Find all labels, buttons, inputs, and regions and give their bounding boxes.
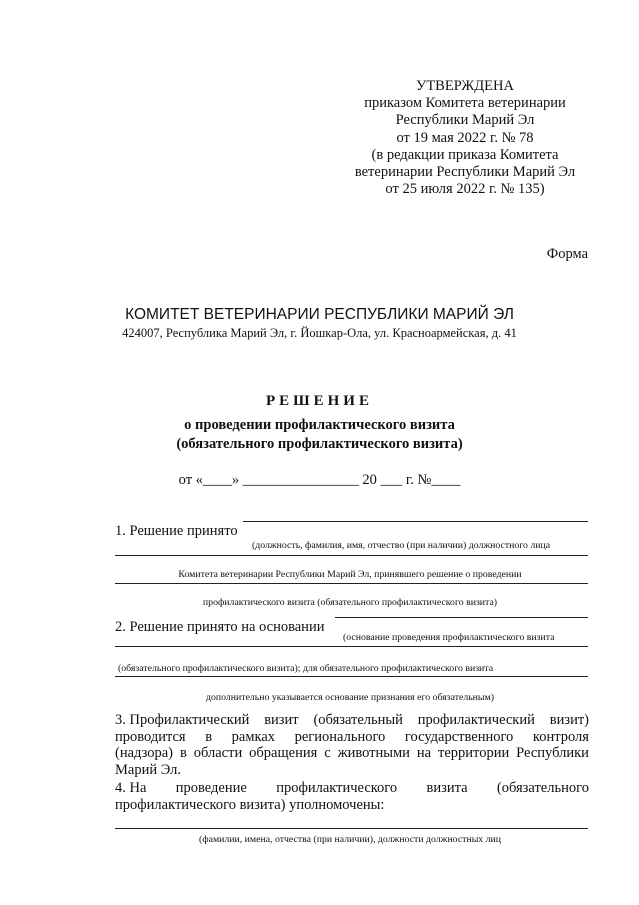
item1-fill-line-3: [115, 583, 588, 584]
document-title: РЕШЕНИЕ: [266, 393, 373, 409]
word: контроля: [532, 728, 589, 745]
committee-address: 424007, Республика Марий Эл, г. Йошкар-Ола, ул. Красноармейская, д. 41: [122, 326, 517, 340]
word: области: [193, 745, 243, 762]
word: регионального: [294, 728, 386, 745]
committee-name: КОМИТЕТ ВЕТЕРИНАРИИ РЕСПУБЛИКИ МАРИЙ ЭЛ: [125, 306, 514, 323]
approval-line-4: от 19 мая 2022 г. № 78: [396, 129, 534, 146]
item4-fill-line: [115, 828, 588, 829]
item1-caption-3: профилактического визита (обязательного профилактического визита): [202, 597, 498, 608]
word: (обязательного: [496, 780, 589, 796]
item4-line-2: профилактического визита) уполномочены:: [115, 796, 385, 813]
word: обращения: [249, 745, 318, 762]
item4-caption: (фамилии, имена, отчества (при наличии), должности должностных лиц: [198, 834, 502, 845]
approval-line-1: УТВЕРЖДЕНА: [416, 78, 514, 94]
form-label: Форма: [546, 246, 588, 262]
word: (обязательный: [313, 712, 403, 728]
word: визит): [549, 712, 589, 728]
word: в: [179, 745, 187, 762]
item1-fill-line-2: [115, 555, 588, 556]
item1-caption-1: (должность, фамилия, имя, отчество (при наличии) должностного лица: [252, 540, 551, 551]
item2-caption-3: дополнительно указывается основание признания его обязательным): [206, 692, 494, 703]
item2-fill-line-2: [115, 646, 588, 647]
item2-label: 2. Решение принято на основании: [115, 619, 325, 635]
item3-line-2: [115, 729, 589, 746]
word: на: [416, 745, 432, 762]
approval-line-5: (в редакции приказа Комитета: [371, 146, 559, 163]
item4-paragraph: [115, 780, 589, 813]
word: визит: [264, 712, 299, 728]
date-number-line: от «____» ________________ 20 ___ г. №____: [178, 472, 461, 488]
document-subtitle: [0, 416, 639, 454]
item3-line-4: Марий Эл.: [115, 761, 181, 778]
approval-line-2: приказом Комитета ветеринарии: [364, 95, 566, 112]
word: Республики: [516, 745, 589, 762]
item1-fill-line-1: [243, 521, 588, 522]
item4-line-1: [115, 780, 589, 797]
item3-line-3: [115, 745, 589, 762]
approval-line-7: от 25 июля 2022 г. № 135): [385, 181, 545, 198]
word: визита: [426, 780, 468, 796]
item1-caption-2: Комитета ветеринарии Республики Марий Эл, принявшего решение о проведении: [178, 569, 522, 580]
word: 3. Профилактический: [115, 712, 250, 728]
word: животными: [337, 745, 410, 762]
word: (надзора): [115, 745, 173, 762]
item2-fill-line-1: [335, 617, 588, 618]
item3-line-1: [115, 712, 589, 729]
approval-stamp: [340, 78, 590, 198]
subtitle-line-1: о проведении профилактического визита: [184, 417, 455, 433]
word: профилактического: [276, 780, 398, 796]
item2-caption-2: (обязательного профилактического визита); для обязательного профилактического визита: [118, 663, 494, 674]
word: с: [324, 745, 331, 762]
word: профилактический: [417, 712, 535, 728]
item2-caption-1: (основание проведения профилактического визита: [343, 632, 555, 643]
subtitle-line-2: (обязательного профилактического визита): [176, 436, 463, 452]
word: в: [205, 728, 213, 745]
word: проведение: [175, 780, 247, 796]
approval-line-6: ветеринарии Республики Марий Эл: [354, 164, 576, 181]
word: проводится: [115, 728, 186, 745]
word: 4. На: [115, 780, 147, 796]
item1-label: 1. Решение принято: [115, 523, 238, 539]
word: рамках: [231, 728, 276, 745]
word: территории: [438, 745, 510, 762]
item2-fill-line-3: [115, 676, 588, 677]
approval-line-3: Республики Марий Эл: [395, 112, 535, 129]
item3-paragraph: [115, 712, 589, 778]
word: государственного: [404, 728, 514, 745]
